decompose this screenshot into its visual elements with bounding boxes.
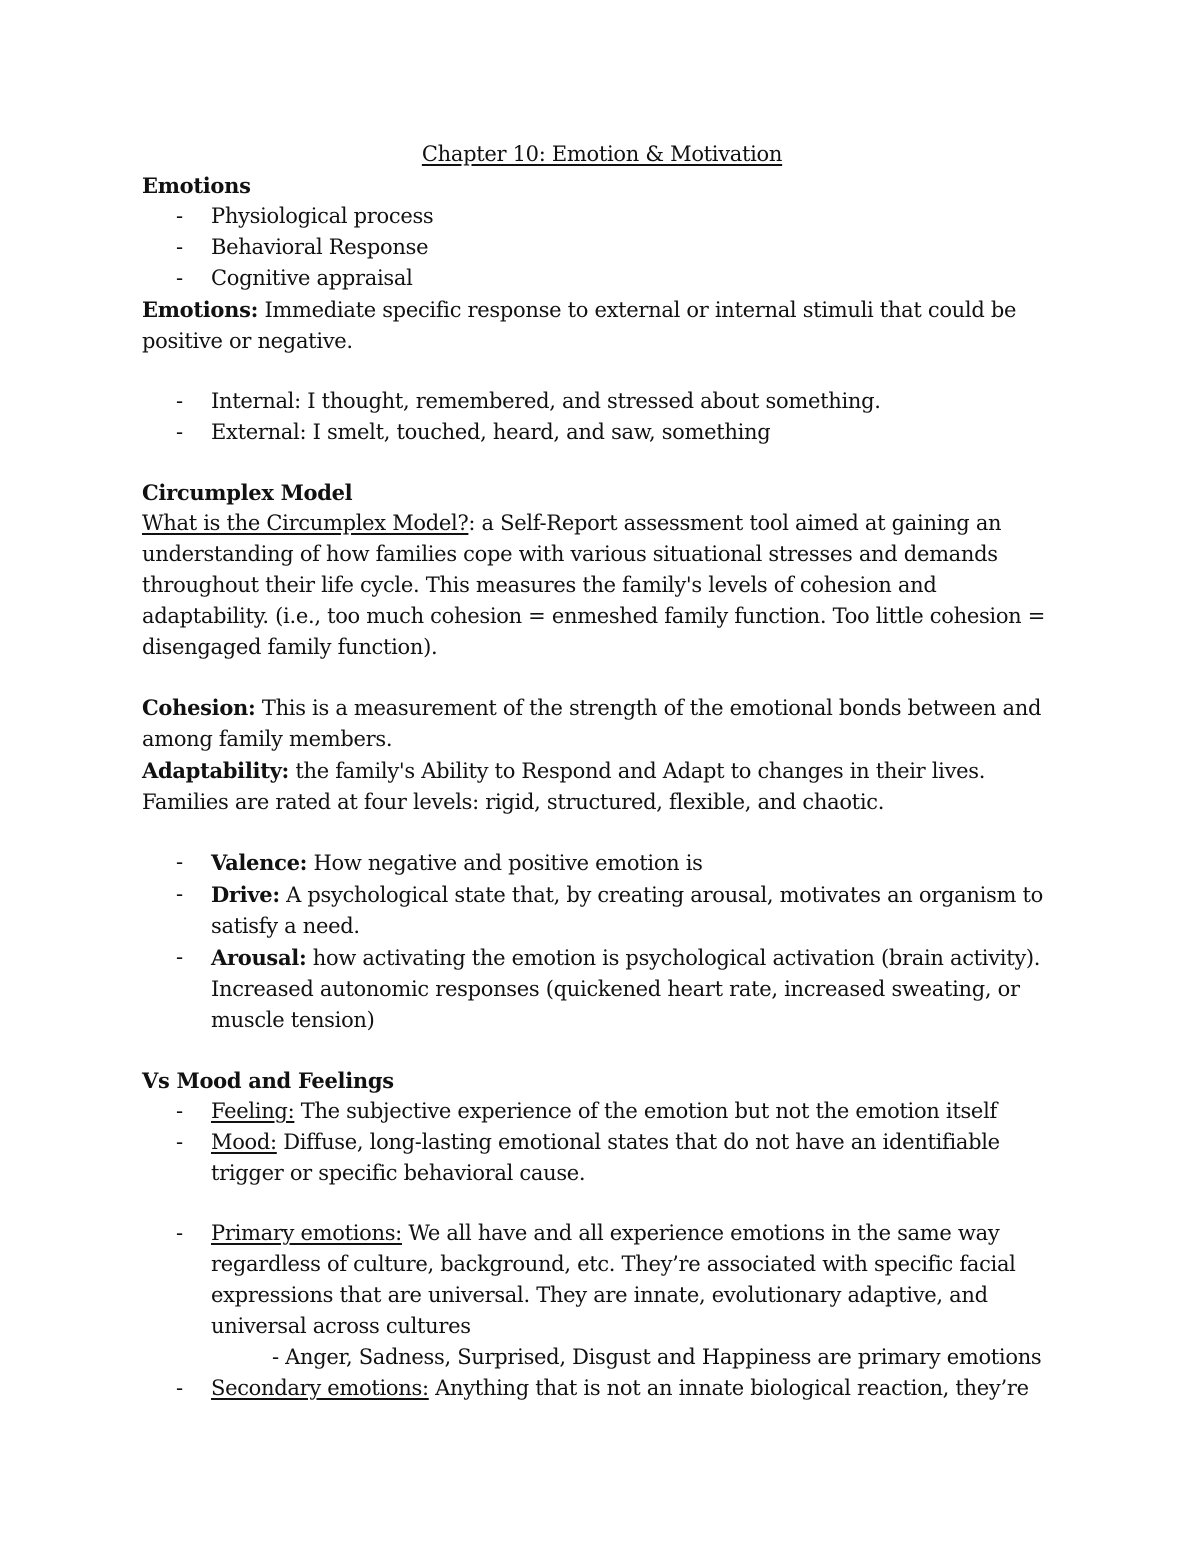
definition-text: We all have and all experience emotions in the same way regardless of culture, background, etc. They’re associated with specific facial expressions that are universal. They are innate, evolutionary adaptive, and universal across cultures xyxy=(211,1221,1016,1338)
document-body xyxy=(142,139,1062,1404)
circumplex-definition xyxy=(142,508,1062,663)
emotions-definition xyxy=(142,294,1062,357)
definition-term: Primary emotions: xyxy=(211,1221,402,1245)
definition-term: Secondary emotions: xyxy=(211,1376,429,1400)
definition-term: Cohesion: xyxy=(142,695,256,720)
definition-term: Emotions: xyxy=(142,297,259,322)
emotion-types-list xyxy=(142,1218,1062,1342)
emotions-component-list xyxy=(142,201,1062,294)
emotion-types-list-continued xyxy=(142,1373,1062,1404)
definition-term: Valence: xyxy=(211,850,308,875)
page-title: Chapter 10: Emotion & Motivation xyxy=(421,142,783,166)
definition-term: Arousal: xyxy=(211,945,307,970)
question-answer: : a Self-Report assessment tool aimed at gaining an understanding of how families cope with various situational stresses and demands throughout their life cycle. This measures the family's levels of cohesion and adaptability. (i.e., too much cohesion = enmeshed family function. Too little cohesion = disengaged family function). xyxy=(142,511,1046,659)
list-item xyxy=(142,1373,1062,1404)
list-item xyxy=(142,1096,1062,1127)
dimension-list xyxy=(142,847,1062,1036)
list-item xyxy=(142,1127,1062,1189)
list-item: - Behavioral Response xyxy=(142,232,1062,263)
spacer xyxy=(142,448,1062,477)
definition-text: This is a measurement of the strength of the emotional bonds between and among family members. xyxy=(142,696,1042,751)
cohesion-definition xyxy=(142,692,1062,755)
list-item: - Internal: I thought, remembered, and stressed about something. xyxy=(142,386,1062,417)
primary-emotions-examples: - Anger, Sadness, Surprised, Disgust and Happiness are primary emotions xyxy=(272,1345,1042,1369)
definition-text: Diffuse, long-lasting emotional states that do not have an identifiable trigger or specific behavioral cause. xyxy=(211,1130,1000,1185)
list-item xyxy=(142,1218,1062,1342)
spacer xyxy=(142,357,1062,386)
list-item xyxy=(142,847,1062,879)
definition-term: Adaptability: xyxy=(142,758,289,783)
list-item xyxy=(142,879,1062,942)
definition-text: The subjective experience of the emotion but not the emotion itself xyxy=(294,1099,997,1123)
spacer xyxy=(142,663,1062,692)
list-item xyxy=(142,942,1062,1036)
circumplex-heading: Circumplex Model xyxy=(142,480,353,505)
stimuli-list xyxy=(142,386,1062,448)
definition-term: Drive: xyxy=(211,882,280,907)
spacer xyxy=(142,1036,1062,1065)
list-item: - Cognitive appraisal xyxy=(142,263,1062,294)
definition-text: Immediate specific response to external or internal stimuli that could be positive or negative. xyxy=(142,298,1017,353)
adaptability-definition xyxy=(142,755,1062,818)
list-item: - Physiological process xyxy=(142,201,1062,232)
definition-text: the family's Ability to Respond and Adapt to changes in their lives. Families are rated at four levels: rigid, structured, flexible, and chaotic. xyxy=(142,759,986,814)
definition-term: Mood: xyxy=(211,1130,277,1154)
list-item: - External: I smelt, touched, heard, and saw, something xyxy=(142,417,1062,448)
spacer xyxy=(142,818,1062,847)
mood-feelings-heading: Vs Mood and Feelings xyxy=(142,1068,394,1093)
definition-text: A psychological state that, by creating arousal, motivates an organism to satisfy a need. xyxy=(211,883,1043,938)
definition-text: How negative and positive emotion is xyxy=(307,851,703,875)
spacer xyxy=(142,1189,1062,1218)
definition-text: how activating the emotion is psychological activation (brain activity). Increased autonomic responses (quickened heart rate, increased sweating, or muscle tension) xyxy=(211,946,1041,1032)
definition-term: Feeling: xyxy=(211,1099,295,1123)
emotions-heading: Emotions xyxy=(142,173,251,198)
question-label: What is the Circumplex Model? xyxy=(142,511,469,535)
definition-text: Anything that is not an innate biological reaction, they’re xyxy=(428,1376,1029,1400)
mood-feelings-list xyxy=(142,1096,1062,1189)
